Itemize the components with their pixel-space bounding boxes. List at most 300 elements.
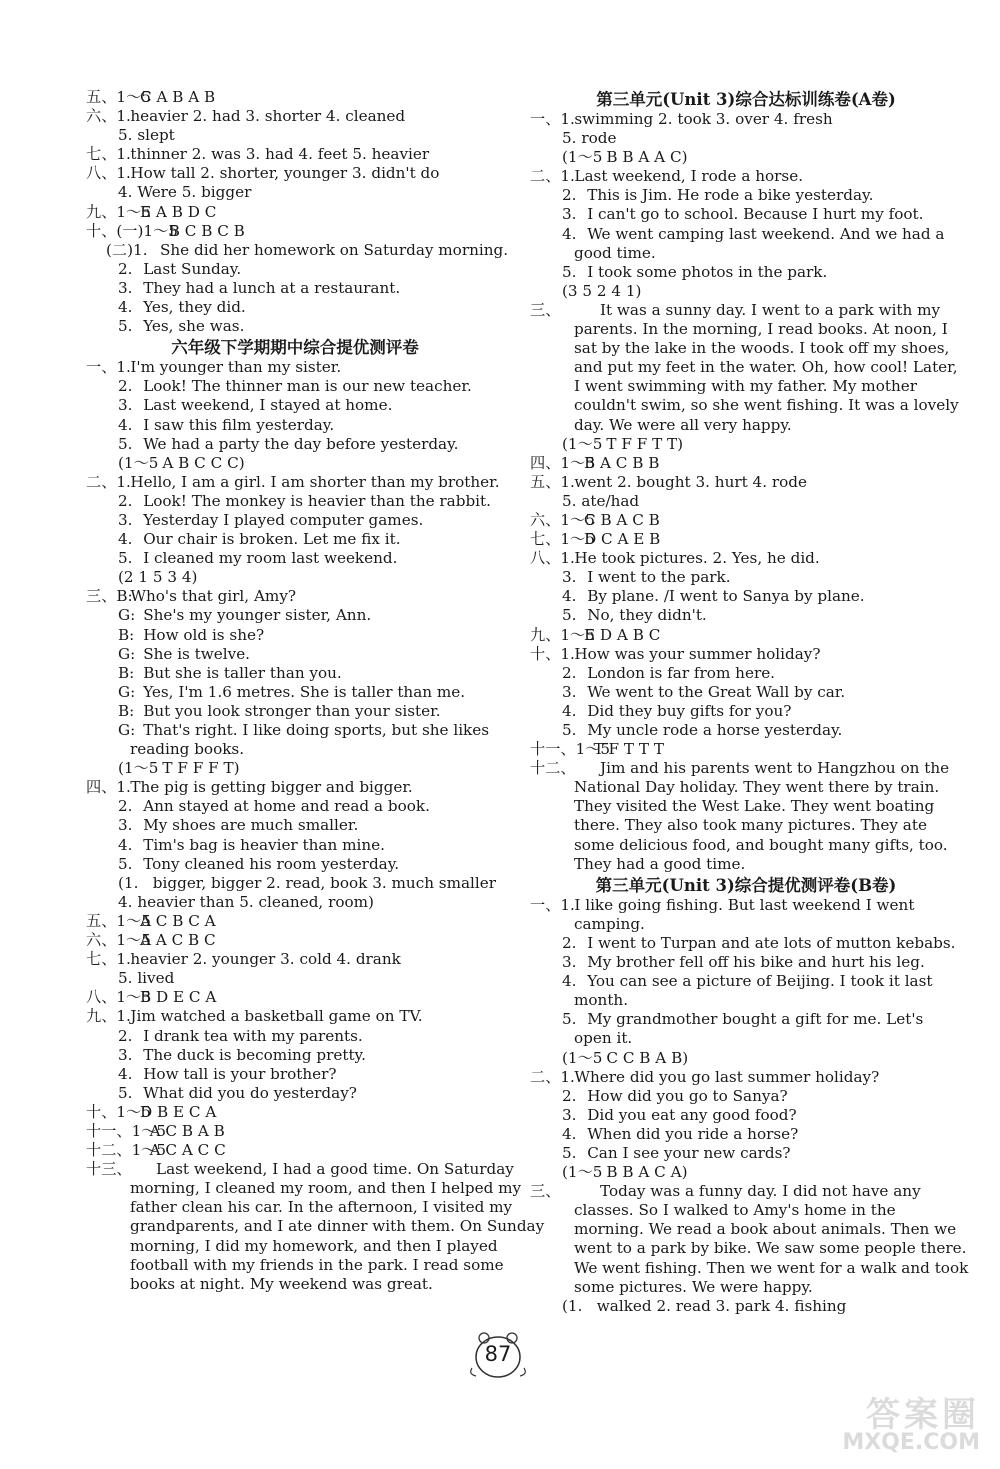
answer-text: sat by the lake in the woods. I took off my shoes, (574, 339, 950, 358)
answer-line (86, 107, 504, 126)
answer-label: 2. (118, 1026, 133, 1045)
answer-line (530, 1049, 962, 1068)
answer-label: 五、1～5 (86, 88, 151, 106)
answer-line (530, 915, 962, 934)
answer-line (530, 244, 962, 263)
answer-text: Last weekend, I rode a horse. (574, 167, 804, 186)
answer-label: 七、1～5 (530, 530, 595, 549)
answer-line (86, 530, 504, 549)
section-heading-text: 第三单元(Unit 3)综合提优测评卷(B卷) (595, 875, 897, 895)
answer-text: My brother fell off his bike and hurt his leg. (587, 953, 925, 972)
answer-line (86, 145, 504, 164)
answer-text: 5. lived (118, 969, 175, 988)
answer-line (86, 240, 509, 260)
answer-text: I took some photos in the park. (587, 262, 828, 281)
answer-label: 4. (562, 972, 577, 991)
answer-text: Jim and his parents went to Hangzhou on the (600, 759, 950, 778)
answer-line (530, 186, 962, 205)
answer-label: 2. (118, 259, 133, 278)
answer-line (86, 1179, 522, 1198)
answer-text: C A B A B (140, 88, 216, 106)
answer-line (86, 855, 504, 874)
answer-label: 4. (562, 224, 577, 243)
answer-text: B D E C A (140, 988, 217, 1007)
answer-label: 九、1～5 (86, 202, 151, 221)
answer-line (530, 167, 962, 186)
answer-text: We went camping last weekend. And we had a (587, 224, 945, 243)
answer-text: thinner 2. was 3. had 4. feet 5. heavier (130, 145, 430, 164)
answer-line (530, 855, 962, 874)
answer-label: 3. (118, 278, 133, 297)
answer-label: 十一、1～5 (86, 1121, 167, 1140)
answer-label: 七、1. (86, 145, 131, 164)
answer-text: walked 2. read 3. park 4. fishing (596, 1296, 847, 1315)
answer-text: Did they buy gifts for you? (587, 701, 792, 720)
answer-text: 4. Were 5. bigger (118, 183, 252, 202)
answer-text: But she is taller than you. (143, 663, 342, 682)
answer-label: 九、1～5 (530, 625, 595, 644)
answer-label: 三、B: (86, 587, 133, 606)
answer-text: father clean his car. In the afternoon, I visited my (130, 1198, 513, 1217)
right-answer-column (530, 88, 969, 1316)
answer-text: open it. (574, 1029, 633, 1048)
answer-text: grandparents, and I ate dinner with them. On Sunday (130, 1217, 545, 1236)
answer-line (530, 587, 962, 606)
answer-text: Yesterday I played computer games. (143, 510, 424, 529)
answer-text: We went fishing. Then we went for a walk and took (574, 1258, 969, 1277)
answer-line (86, 740, 504, 759)
section-heading (86, 336, 504, 358)
answer-line (530, 129, 962, 148)
answer-label: 3. (118, 1045, 133, 1064)
page-number: 87 (484, 1342, 512, 1366)
answer-text: A A C B C (140, 931, 216, 950)
answer-text: B B A A C) (606, 148, 688, 167)
answer-text: morning, I did my homework, and then I played (130, 1236, 498, 1255)
section-heading-text: 第三单元(Unit 3)综合达标训练卷(A卷) (596, 90, 896, 109)
answer-label: G: (118, 644, 136, 663)
answer-text: That's right. I like doing sports, but she likes (143, 721, 490, 739)
answer-line (86, 874, 504, 893)
answer-text: National Day holiday. They went there by train. (574, 778, 940, 797)
answer-line (530, 492, 962, 511)
answer-text: parents. In the morning, I read books. At noon, I (574, 320, 948, 339)
answer-line (86, 1103, 504, 1122)
answer-text: reading books. (130, 740, 245, 759)
answer-line (530, 896, 962, 915)
answer-line (530, 645, 962, 664)
answer-line (530, 263, 962, 282)
answer-text: A C A C C (149, 1141, 226, 1160)
answer-label: 3. (562, 568, 577, 587)
answer-text: He took pictures. 2. Yes, he did. (574, 549, 820, 568)
answer-text: there. They also took many pictures. They ate (574, 816, 927, 835)
answer-text: A C B C A (140, 911, 216, 930)
answer-label: 十三、 (86, 1160, 132, 1179)
answer-text: You can see a picture of Beijing. I took it last (587, 972, 933, 991)
answer-line (86, 931, 504, 950)
answer-label: 六、1. (86, 107, 131, 126)
answer-line (530, 626, 962, 645)
answer-text: The duck is becoming pretty. (143, 1045, 366, 1064)
answer-label: 七、1. (86, 950, 131, 969)
answer-line (530, 320, 962, 339)
answer-text: Tim's bag is heavier than mine. (143, 835, 385, 854)
answer-line (530, 836, 962, 855)
answer-text: heavier 2. younger 3. cold 4. drank (130, 950, 401, 969)
answer-text: I went swimming with my father. My mother (574, 377, 917, 396)
answer-line (86, 1217, 545, 1236)
answer-line (86, 298, 504, 317)
answer-label: 4. (562, 1124, 577, 1143)
answer-text: T F T T T (593, 740, 664, 759)
answer-text: How tall 2. shorter, younger 3. didn't do (130, 164, 440, 183)
answer-line (86, 1141, 504, 1160)
answer-label: 5. (118, 434, 133, 453)
answer-label: G: (118, 606, 136, 625)
answer-line (530, 1087, 962, 1106)
answer-text: some pictures. We were happy. (574, 1277, 813, 1296)
answer-label: 4. (562, 587, 577, 606)
answer-label: 3. (562, 1105, 577, 1124)
answer-label: 5. (118, 549, 133, 568)
answer-label: 三、 (530, 1182, 561, 1201)
answer-line (86, 683, 504, 702)
answer-text: We went to the Great Wall by car. (587, 682, 846, 701)
answer-label: 一、1. (530, 110, 575, 128)
answer-line (530, 683, 962, 702)
answer-label: 5. (562, 262, 577, 281)
answer-label: 3. (118, 396, 133, 415)
answer-label: 五、1. (530, 472, 575, 491)
answer-line (530, 740, 962, 759)
answer-text: She did her homework on Saturday morning. (160, 240, 509, 259)
answer-line (530, 1239, 967, 1258)
answer-text: heavier 2. had 3. shorter 4. cleaned (130, 107, 406, 126)
answer-label: B: (118, 701, 135, 720)
answer-text: They had a lunch at a restaurant. (143, 278, 401, 297)
answer-line (86, 1027, 504, 1046)
answer-text: C B A C B (584, 510, 660, 529)
answer-label: 九、1. (86, 1007, 131, 1026)
answer-text: morning. We read a book about animals. Then we (574, 1220, 957, 1239)
watermark-url: MXQE.COM (842, 1430, 980, 1455)
answer-label: 十二、1～5 (86, 1141, 167, 1160)
answer-line (530, 148, 962, 167)
answer-line (86, 778, 504, 797)
answer-text: good time. (574, 243, 656, 262)
answer-label: (1～5 (118, 453, 159, 472)
answer-line (530, 1029, 962, 1048)
answer-text: My shoes are much smaller. (143, 816, 359, 835)
answer-line (86, 606, 504, 625)
answer-line (530, 511, 962, 530)
answer-label: 十、(一)1～5 (86, 221, 178, 240)
answer-text: Hello, I am a girl. I am shorter than my brother. (130, 472, 500, 491)
answer-text: I like going fishing. But last weekend I went (574, 895, 915, 914)
answer-line (86, 416, 504, 435)
answer-label: 五、1～5 (86, 911, 151, 930)
answer-label: 八、1. (530, 549, 575, 568)
answer-label: 5. (118, 1083, 133, 1102)
answer-line (530, 991, 962, 1010)
answer-line (530, 1201, 962, 1220)
answer-label: 4. (118, 835, 133, 854)
answer-text: Yes, they did. (143, 298, 246, 317)
answer-line (86, 893, 504, 912)
answer-text: morning, I cleaned my room, and then I helped my (130, 1179, 522, 1198)
answer-line (86, 626, 504, 645)
answer-line (530, 110, 962, 129)
answer-label: 5. (562, 606, 577, 625)
answer-text: went to a park by bike. We saw some people there. (574, 1239, 967, 1258)
answer-label: 2. (118, 797, 133, 816)
answer-label: 十、1. (530, 644, 575, 663)
answer-line (530, 454, 962, 473)
answer-line (530, 702, 962, 721)
answer-line (86, 1084, 504, 1103)
answer-text: But you look stronger than your sister. (143, 701, 441, 720)
answer-line (530, 282, 962, 301)
answer-line (86, 435, 504, 454)
answer-text: B B A C A) (606, 1163, 688, 1182)
answer-label: 四、1. (86, 778, 131, 797)
answer-label: (1. (118, 873, 139, 892)
answer-text: I went to the park. (587, 568, 731, 587)
answer-text: C C B A B) (606, 1048, 689, 1067)
answer-line (530, 1125, 962, 1144)
answer-text: It was a sunny day. I went to a park with my (600, 300, 941, 319)
answer-text: swimming 2. took 3. over 4. fresh (574, 110, 833, 128)
answer-line (530, 1144, 962, 1163)
answer-label: 5. (118, 317, 133, 336)
answer-line (86, 1275, 504, 1294)
answer-text: She is twelve. (143, 644, 251, 663)
answer-line (530, 1068, 962, 1087)
answer-text: How tall is your brother? (143, 1064, 337, 1083)
answer-text: We had a party the day before yesterday. (143, 434, 459, 453)
answer-line (530, 339, 962, 358)
answer-line (86, 1198, 513, 1217)
answer-label: 六、1～5 (530, 510, 595, 529)
answer-line (530, 416, 962, 435)
answer-label: (1～5 (562, 1163, 603, 1182)
answer-text: Last Sunday. (143, 259, 242, 278)
answer-text: Yes, she was. (143, 317, 245, 336)
answer-text: I'm younger than my sister. (130, 358, 342, 377)
answer-text: some delicious food, and bought many gifts, too. (574, 835, 948, 854)
answer-label: (二)1. (106, 240, 148, 259)
answer-label: 一、1. (530, 895, 575, 914)
answer-label: 5. (118, 854, 133, 873)
answer-text: went 2. bought 3. hurt 4. rode (574, 472, 807, 491)
answer-line (86, 396, 504, 415)
answer-text: What did you do yesterday? (143, 1083, 357, 1102)
answer-line (86, 126, 504, 145)
answer-text: D B E C A (140, 1102, 217, 1121)
answer-text: T F F T T) (606, 434, 684, 453)
answer-label: 2. (118, 491, 133, 510)
answer-text: Jim watched a basketball game on TV. (130, 1007, 423, 1026)
answer-line (86, 1237, 504, 1256)
answer-line (86, 454, 504, 473)
answer-label: 二、1. (86, 472, 131, 491)
answer-line (86, 492, 504, 511)
answer-label: 5. (562, 1010, 577, 1029)
answer-label: 十一、1～5 (530, 740, 611, 759)
answer-line (530, 1106, 962, 1125)
answer-text: bigger, bigger 2. read, book 3. much smaller (152, 873, 497, 892)
answer-text: classes. So I walked to Amy's home in the (574, 1201, 896, 1220)
answer-label: 3. (562, 205, 577, 224)
answer-label: 三、 (530, 300, 561, 319)
answer-text: I drank tea with my parents. (143, 1026, 363, 1045)
answer-line (86, 816, 504, 835)
answer-text: D C A E B (584, 530, 661, 549)
answer-line (530, 377, 962, 396)
answer-line (530, 435, 962, 454)
section-heading (530, 88, 962, 110)
answer-line (530, 797, 962, 816)
answer-line (86, 568, 504, 587)
answer-label: 4. (118, 298, 133, 317)
answer-text: When did you ride a horse? (587, 1124, 799, 1143)
answer-line (86, 969, 504, 988)
answer-text: 5. rode (562, 129, 617, 148)
answer-text: Look! The thinner man is our new teacher. (143, 377, 472, 396)
answer-line (530, 606, 962, 625)
answer-line (530, 1258, 969, 1278)
answer-line (86, 1007, 504, 1026)
answer-line (86, 279, 504, 298)
answer-text: My grandmother bought a gift for me. Let's (587, 1010, 924, 1029)
answer-text: E D A B C (584, 625, 661, 644)
answer-label: 八、1～5 (86, 988, 151, 1007)
answer-line (86, 511, 504, 530)
answer-label: (1～5 (562, 148, 603, 167)
answer-label: (1～5 (562, 434, 603, 453)
answer-text: 5. slept (118, 126, 175, 145)
answer-text: day. We were all very happy. (574, 415, 792, 434)
answer-line (530, 205, 962, 224)
answer-line (530, 953, 962, 972)
answer-text: No, they didn't. (587, 606, 707, 625)
answer-line (86, 203, 504, 222)
answer-text: They visited the West Lake. They went boating (574, 797, 935, 816)
answer-text: E A B D C (140, 202, 217, 221)
answer-text: My uncle rode a horse yesterday. (587, 721, 843, 739)
answer-line (86, 222, 504, 241)
answer-line (530, 816, 962, 835)
answer-text: month. (574, 991, 629, 1010)
answer-label: (1. (562, 1296, 583, 1315)
answer-label: 5. (562, 1143, 577, 1162)
answer-text: I cleaned my room last weekend. (143, 549, 398, 568)
answer-line (530, 972, 962, 991)
answer-text: Who's that girl, Amy? (130, 587, 297, 606)
answer-label: G: (118, 721, 136, 739)
answer-label: 六、1～5 (86, 931, 151, 950)
answer-line (530, 530, 962, 549)
answer-text: Yes, I'm 1.6 metres. She is taller than me. (143, 682, 466, 701)
answer-line (86, 1160, 514, 1179)
answer-line (530, 225, 962, 244)
answer-label: 2. (118, 377, 133, 396)
answer-line (530, 473, 962, 492)
watermark (832, 1387, 984, 1455)
answer-text: The pig is getting bigger and bigger. (130, 778, 413, 797)
answer-text: Our chair is broken. Let me fix it. (143, 530, 401, 549)
answer-text: I can't go to school. Because I hurt my foot. (587, 205, 924, 224)
answer-line (86, 702, 504, 721)
answer-label: 2. (562, 1086, 577, 1105)
answer-line (530, 759, 962, 778)
answer-label: (1～5 (118, 759, 159, 778)
answer-line (86, 912, 504, 931)
answer-line (530, 549, 962, 568)
answer-line (530, 568, 962, 587)
answer-line (530, 1220, 962, 1239)
answer-label: 四、1～5 (530, 453, 595, 472)
answer-label: B: (118, 625, 135, 644)
answer-label: 4. (562, 701, 577, 720)
answer-line (86, 721, 504, 740)
answer-line (86, 260, 504, 279)
answer-text: Today was a funny day. I did not have any (600, 1182, 921, 1201)
answer-text: How did you go to Sanya? (587, 1086, 788, 1105)
answer-line (530, 1163, 962, 1182)
answer-label: 4. (118, 1064, 133, 1083)
answer-line (530, 778, 962, 797)
answer-text: Where did you go last summer holiday? (574, 1067, 880, 1086)
answer-line (86, 183, 504, 202)
answer-line (530, 934, 962, 953)
answer-label: 2. (562, 933, 577, 952)
answer-text: 5. ate/had (562, 491, 640, 510)
answer-text: Last weekend, I stayed at home. (143, 396, 393, 415)
answer-label: G: (118, 682, 136, 701)
answer-text: I went to Turpan and ate lots of mutton kebabs. (587, 933, 956, 952)
answer-text: A B C C C) (162, 453, 245, 472)
answer-text: football with my friends in the park. I read some (130, 1255, 504, 1274)
answer-line (86, 317, 504, 336)
answer-text: How was your summer holiday? (574, 644, 821, 663)
answer-line (86, 358, 504, 377)
answer-line (530, 1297, 962, 1316)
answer-text: and put my feet in the water. Oh, how cool! Later, (574, 358, 958, 377)
left-answer-column (86, 88, 545, 1294)
answer-line (86, 988, 504, 1007)
answer-label: B: (118, 663, 135, 682)
answer-text: A C B A B (149, 1121, 225, 1140)
answer-line (86, 950, 504, 969)
answer-label: 十、1～5 (86, 1102, 151, 1121)
answer-text: How old is she? (143, 625, 265, 644)
answer-line (530, 301, 962, 320)
answer-line (530, 396, 962, 415)
answer-line (86, 549, 504, 568)
answer-label: 八、1. (86, 164, 131, 183)
answer-text: T F F F T) (162, 759, 240, 778)
answer-text: camping. (574, 914, 645, 933)
answer-line (86, 797, 504, 816)
answer-text: couldn't swim, so she went fishing. It was a lovely (574, 396, 959, 415)
answer-label: 4. (118, 415, 133, 434)
answer-text: I saw this film yesterday. (143, 415, 335, 434)
answer-line (530, 1278, 962, 1297)
answer-line (530, 1010, 962, 1029)
answer-line (530, 664, 962, 683)
